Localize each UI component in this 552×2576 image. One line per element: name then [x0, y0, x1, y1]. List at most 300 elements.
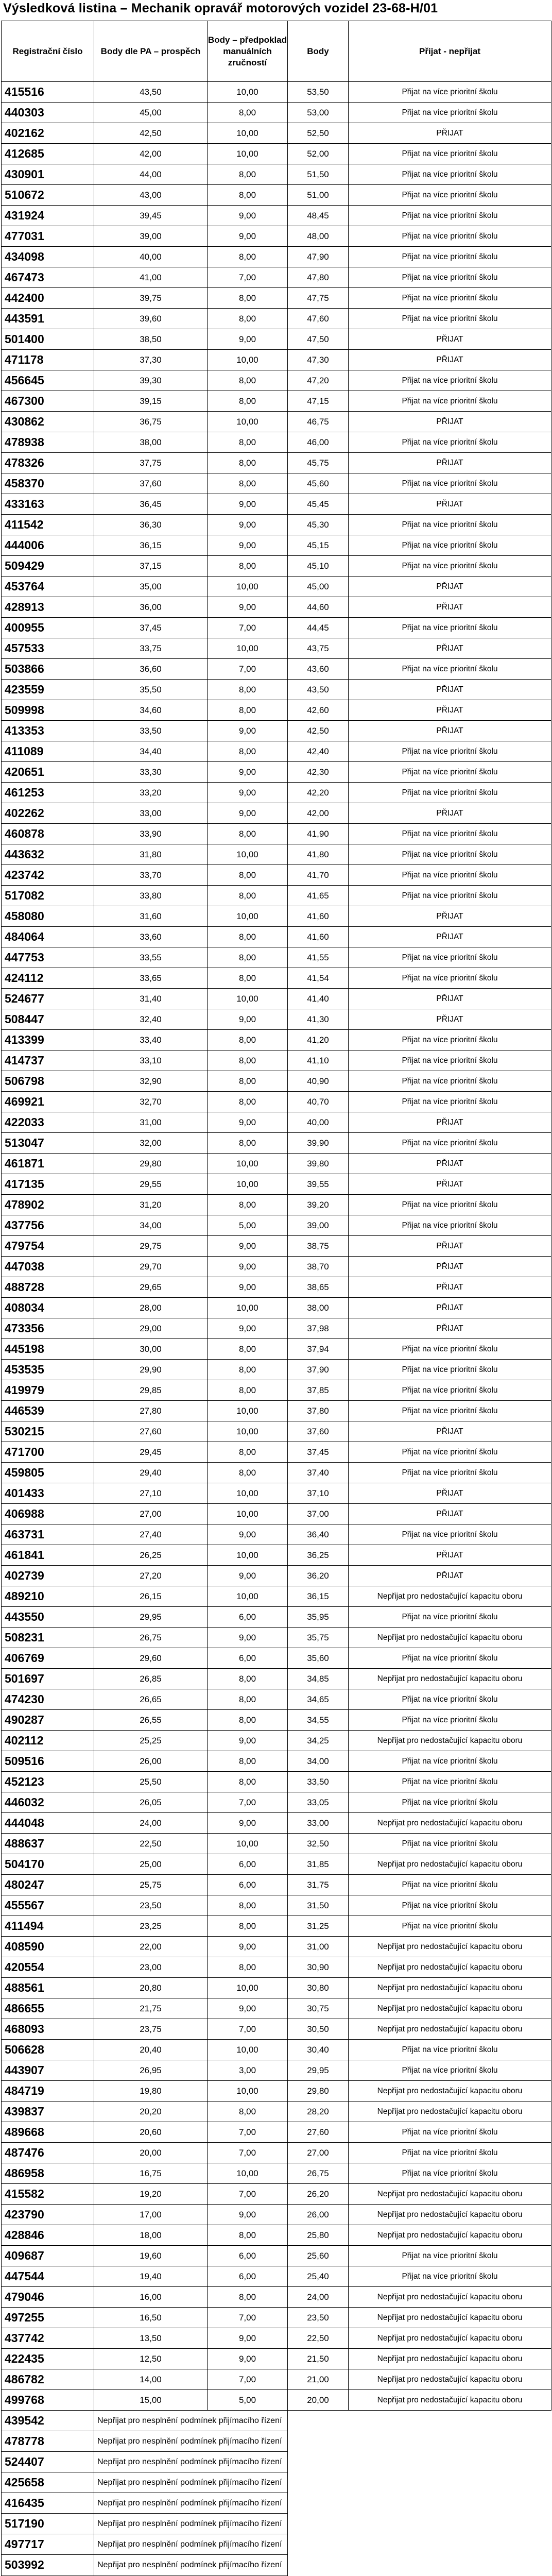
- table-row: [2, 432, 551, 453]
- admission-status: PŘIJAT: [349, 721, 551, 741]
- total-points: 41,20: [288, 1030, 349, 1050]
- registration-number: 509998: [2, 700, 94, 721]
- table-header: [2, 21, 551, 82]
- table-row: [2, 391, 551, 412]
- admission-status: PŘIJAT: [349, 350, 551, 370]
- table-row: [2, 1731, 551, 1751]
- table-row: [2, 783, 551, 803]
- table-row: [2, 1112, 551, 1133]
- pa-points: 29,55: [94, 1174, 208, 1195]
- admission-status: Přijat na více prioritní školu: [349, 2143, 551, 2163]
- registration-number: 488561: [2, 1978, 94, 1998]
- admission-status: Nepřijat pro nedostačující kapacitu oboru: [349, 1978, 551, 1998]
- pa-points: 42,00: [94, 144, 208, 164]
- registration-number: 463731: [2, 1524, 94, 1545]
- pa-points: 19,60: [94, 2246, 208, 2266]
- header-registration-number: Registrační číslo: [2, 21, 94, 82]
- pa-points: 40,00: [94, 247, 208, 267]
- manual-skills-points: 8,00: [208, 1071, 288, 1092]
- manual-skills-points: 5,00: [208, 1215, 288, 1236]
- registration-number: 480247: [2, 1875, 94, 1895]
- registration-number: 458370: [2, 473, 94, 494]
- total-points: 43,50: [288, 680, 349, 700]
- manual-skills-points: 9,00: [208, 1524, 288, 1545]
- pa-points: 26,75: [94, 1628, 208, 1648]
- registration-number: 471178: [2, 350, 94, 370]
- manual-skills-points: 10,00: [208, 989, 288, 1009]
- table-row: [2, 577, 551, 597]
- admission-status: Přijat na více prioritní školu: [349, 1050, 551, 1071]
- admission-status: Nepřijat pro nedostačující kapacitu oboru: [349, 2287, 551, 2308]
- admission-status: Přijat na více prioritní školu: [349, 1339, 551, 1360]
- admission-status: PŘIJAT: [349, 1009, 551, 1030]
- table-row: [2, 123, 551, 144]
- admission-status: Nepřijat pro nesplnění podmínek přijímacího řízení: [94, 2534, 288, 2555]
- table-row: [2, 1442, 551, 1463]
- registration-number: 446539: [2, 1401, 94, 1421]
- admission-status: Nepřijat pro nedostačující kapacitu oboru: [349, 2349, 551, 2369]
- pa-points: 29,80: [94, 1154, 208, 1174]
- registration-number: 468093: [2, 2019, 94, 2040]
- table-row: [2, 1195, 551, 1215]
- table-row: [2, 2122, 551, 2143]
- manual-skills-points: 8,00: [208, 700, 288, 721]
- registration-number: 419979: [2, 1380, 94, 1401]
- table-row: [2, 1174, 551, 1195]
- total-points: 44,45: [288, 618, 349, 638]
- table-row: [2, 1875, 551, 1895]
- table-row: [2, 968, 551, 989]
- total-points: 40,00: [288, 1112, 349, 1133]
- manual-skills-points: 9,00: [208, 515, 288, 535]
- admission-status: Přijat na více prioritní školu: [349, 1030, 551, 1050]
- total-points: 47,80: [288, 267, 349, 288]
- pa-points: 22,50: [94, 1834, 208, 1854]
- total-points: 37,85: [288, 1380, 349, 1401]
- table-row: [2, 1607, 551, 1628]
- total-points: 37,40: [288, 1463, 349, 1483]
- admission-status: Nepřijat pro nesplnění podmínek přijímacího řízení: [94, 2493, 288, 2514]
- admission-status: Přijat na více prioritní školu: [349, 288, 551, 309]
- total-points: 39,80: [288, 1154, 349, 1174]
- pa-points: 43,00: [94, 185, 208, 206]
- admission-status: PŘIJAT: [349, 494, 551, 515]
- pa-points: 36,30: [94, 515, 208, 535]
- registration-number: 437742: [2, 2328, 94, 2349]
- total-points: 53,50: [288, 82, 349, 103]
- registration-number: 460878: [2, 824, 94, 844]
- registration-number: 401433: [2, 1483, 94, 1504]
- registration-number: 486782: [2, 2369, 94, 2390]
- admission-status: Přijat na více prioritní školu: [349, 1360, 551, 1380]
- registration-number: 430862: [2, 412, 94, 432]
- header-total-points: Body: [288, 21, 349, 82]
- total-points: 45,45: [288, 494, 349, 515]
- header-admission-status: Přijat - nepřijat: [349, 21, 551, 82]
- pa-points: 33,55: [94, 947, 208, 968]
- admission-status: Přijat na více prioritní školu: [349, 618, 551, 638]
- table-row: [2, 2411, 551, 2431]
- registration-number: 406769: [2, 1648, 94, 1669]
- admission-status: PŘIJAT: [349, 597, 551, 618]
- total-points: 48,00: [288, 226, 349, 247]
- total-points: 48,45: [288, 206, 349, 226]
- total-points: 43,60: [288, 659, 349, 680]
- admission-status: Přijat na více prioritní školu: [349, 762, 551, 783]
- total-points: 24,00: [288, 2287, 349, 2308]
- admission-status: Přijat na více prioritní školu: [349, 1442, 551, 1463]
- admission-status: PŘIJAT: [349, 700, 551, 721]
- registration-number: 423790: [2, 2205, 94, 2225]
- admission-status: Přijat na více prioritní školu: [349, 1895, 551, 1916]
- registration-number: 412685: [2, 144, 94, 164]
- pa-points: 26,95: [94, 2060, 208, 2081]
- total-points: 46,00: [288, 432, 349, 453]
- table-row: [2, 1628, 551, 1648]
- total-points: 46,75: [288, 412, 349, 432]
- table-row: [2, 1895, 551, 1916]
- registration-number: 420651: [2, 762, 94, 783]
- table-row: [2, 1215, 551, 1236]
- admission-status: Přijat na více prioritní školu: [349, 556, 551, 577]
- table-row: [2, 1813, 551, 1834]
- manual-skills-points: 10,00: [208, 144, 288, 164]
- total-points: 30,75: [288, 1998, 349, 2019]
- manual-skills-points: 10,00: [208, 1174, 288, 1195]
- table-row: [2, 1133, 551, 1154]
- manual-skills-points: 9,00: [208, 1236, 288, 1257]
- pa-points: 29,85: [94, 1380, 208, 1401]
- registration-number: 474230: [2, 1689, 94, 1710]
- pa-points: 27,40: [94, 1524, 208, 1545]
- admission-status: Přijat na více prioritní školu: [349, 267, 551, 288]
- registration-number: 487476: [2, 2143, 94, 2163]
- registration-number: 400955: [2, 618, 94, 638]
- registration-number: 443632: [2, 844, 94, 865]
- pa-points: 34,00: [94, 1215, 208, 1236]
- pa-points: 38,00: [94, 432, 208, 453]
- registration-number: 461871: [2, 1154, 94, 1174]
- total-points: 51,50: [288, 164, 349, 185]
- admission-status: PŘIJAT: [349, 1277, 551, 1298]
- manual-skills-points: 8,00: [208, 741, 288, 762]
- registration-number: 440303: [2, 103, 94, 123]
- admission-status: Nepřijat pro nedostačující kapacitu oboru: [349, 1854, 551, 1875]
- total-points: 37,10: [288, 1483, 349, 1504]
- table-row: [2, 535, 551, 556]
- total-points: 34,85: [288, 1669, 349, 1689]
- total-points: 45,15: [288, 535, 349, 556]
- admission-status: Přijat na více prioritní školu: [349, 432, 551, 453]
- pa-points: 27,60: [94, 1421, 208, 1442]
- pa-points: 39,60: [94, 309, 208, 329]
- manual-skills-points: 8,00: [208, 2287, 288, 2308]
- manual-skills-points: 9,00: [208, 535, 288, 556]
- admission-status: PŘIJAT: [349, 1257, 551, 1277]
- table-row: [2, 247, 551, 267]
- manual-skills-points: 10,00: [208, 1401, 288, 1421]
- registration-number: 446032: [2, 1792, 94, 1813]
- pa-points: 29,95: [94, 1607, 208, 1628]
- admission-status: Přijat na více prioritní školu: [349, 844, 551, 865]
- total-points: 37,98: [288, 1318, 349, 1339]
- total-points: 47,90: [288, 247, 349, 267]
- registration-number: 489210: [2, 1586, 94, 1607]
- pa-points: 23,50: [94, 1895, 208, 1916]
- header-manual-skills-points: Body – předpoklad manuálních zručností: [208, 21, 288, 82]
- manual-skills-points: 8,00: [208, 824, 288, 844]
- total-points: 27,00: [288, 2143, 349, 2163]
- manual-skills-points: 8,00: [208, 1895, 288, 1916]
- admission-status: Nepřijat pro nedostačující kapacitu oboru: [349, 1813, 551, 1834]
- admission-status: Přijat na více prioritní školu: [349, 659, 551, 680]
- admission-status: Přijat na více prioritní školu: [349, 968, 551, 989]
- table-row: [2, 82, 551, 103]
- pa-points: 29,65: [94, 1277, 208, 1298]
- pa-points: 37,60: [94, 473, 208, 494]
- pa-points: 31,00: [94, 1112, 208, 1133]
- total-points: 45,60: [288, 473, 349, 494]
- total-points: 45,10: [288, 556, 349, 577]
- total-points: 41,54: [288, 968, 349, 989]
- registration-number: 406988: [2, 1504, 94, 1524]
- registration-number: 402262: [2, 803, 94, 824]
- total-points: 35,60: [288, 1648, 349, 1669]
- pa-points: 27,20: [94, 1566, 208, 1586]
- manual-skills-points: 10,00: [208, 2081, 288, 2102]
- manual-skills-points: 7,00: [208, 2143, 288, 2163]
- total-points: 37,80: [288, 1401, 349, 1421]
- manual-skills-points: 9,00: [208, 2328, 288, 2349]
- table-row: [2, 844, 551, 865]
- total-points: 22,50: [288, 2328, 349, 2349]
- admission-status: Přijat na více prioritní školu: [349, 1875, 551, 1895]
- manual-skills-points: 7,00: [208, 1792, 288, 1813]
- pa-points: 32,40: [94, 1009, 208, 1030]
- admission-status: Nepřijat pro nedostačující kapacitu oboru: [349, 2390, 551, 2411]
- registration-number: 452123: [2, 1772, 94, 1792]
- total-points: 31,75: [288, 1875, 349, 1895]
- table-row: [2, 1689, 551, 1710]
- manual-skills-points: 9,00: [208, 1628, 288, 1648]
- table-row: [2, 1937, 551, 1957]
- pa-points: 39,00: [94, 226, 208, 247]
- manual-skills-points: 9,00: [208, 762, 288, 783]
- admission-status: Přijat na více prioritní školu: [349, 1751, 551, 1772]
- registration-number: 467300: [2, 391, 94, 412]
- pa-points: 33,10: [94, 1050, 208, 1071]
- registration-number: 478902: [2, 1195, 94, 1215]
- manual-skills-points: 7,00: [208, 659, 288, 680]
- registration-number: 461841: [2, 1545, 94, 1566]
- total-points: 47,75: [288, 288, 349, 309]
- table-row: [2, 2369, 551, 2390]
- admission-status: Přijat na více prioritní školu: [349, 1215, 551, 1236]
- table-row: [2, 1009, 551, 1030]
- manual-skills-points: 9,00: [208, 2205, 288, 2225]
- admission-status: Přijat na více prioritní školu: [349, 1380, 551, 1401]
- pa-points: 29,60: [94, 1648, 208, 1669]
- pa-points: 26,15: [94, 1586, 208, 1607]
- pa-points: 25,75: [94, 1875, 208, 1895]
- table-row: [2, 2205, 551, 2225]
- registration-number: 510672: [2, 185, 94, 206]
- registration-number: 478938: [2, 432, 94, 453]
- pa-points: 16,00: [94, 2287, 208, 2308]
- admission-status: Přijat na více prioritní školu: [349, 206, 551, 226]
- total-points: 41,65: [288, 886, 349, 906]
- registration-number: 442400: [2, 288, 94, 309]
- manual-skills-points: 8,00: [208, 391, 288, 412]
- total-points: 31,25: [288, 1916, 349, 1937]
- table-row: [2, 803, 551, 824]
- registration-number: 506628: [2, 2040, 94, 2060]
- pa-points: 37,30: [94, 350, 208, 370]
- total-points: 34,25: [288, 1731, 349, 1751]
- admission-status: PŘIJAT: [349, 1545, 551, 1566]
- pa-points: 37,75: [94, 453, 208, 473]
- pa-points: 27,10: [94, 1483, 208, 1504]
- manual-skills-points: 8,00: [208, 968, 288, 989]
- registration-number: 459805: [2, 1463, 94, 1483]
- admission-status: PŘIJAT: [349, 1318, 551, 1339]
- table-row: [2, 618, 551, 638]
- pa-points: 37,15: [94, 556, 208, 577]
- admission-status: Nepřijat pro nedostačující kapacitu oboru: [349, 1669, 551, 1689]
- manual-skills-points: 9,00: [208, 1277, 288, 1298]
- table-row: [2, 906, 551, 927]
- table-row: [2, 824, 551, 844]
- admission-status: Přijat na více prioritní školu: [349, 1092, 551, 1112]
- registration-number: 501697: [2, 1669, 94, 1689]
- total-points: 36,25: [288, 1545, 349, 1566]
- total-points: 20,00: [288, 2390, 349, 2411]
- total-points: 33,05: [288, 1792, 349, 1813]
- total-points: 53,00: [288, 103, 349, 123]
- admission-status: PŘIJAT: [349, 638, 551, 659]
- registration-number: 428913: [2, 597, 94, 618]
- registration-number: 503866: [2, 659, 94, 680]
- admission-status: PŘIJAT: [349, 803, 551, 824]
- registration-number: 517082: [2, 886, 94, 906]
- table-row: [2, 2431, 551, 2452]
- manual-skills-points: 10,00: [208, 350, 288, 370]
- table-row: [2, 1277, 551, 1298]
- registration-number: 497255: [2, 2308, 94, 2328]
- table-row: [2, 1401, 551, 1421]
- pa-points: 41,00: [94, 267, 208, 288]
- total-points: 41,80: [288, 844, 349, 865]
- registration-number: 484064: [2, 927, 94, 947]
- manual-skills-points: 9,00: [208, 1813, 288, 1834]
- registration-number: 433163: [2, 494, 94, 515]
- pa-points: 32,90: [94, 1071, 208, 1092]
- table-row: [2, 1710, 551, 1731]
- registration-number: 453535: [2, 1360, 94, 1380]
- total-points: 27,60: [288, 2122, 349, 2143]
- total-points: 38,65: [288, 1277, 349, 1298]
- total-points: 34,65: [288, 1689, 349, 1710]
- manual-skills-points: 8,00: [208, 2225, 288, 2246]
- pa-points: 20,40: [94, 2040, 208, 2060]
- table-row: [2, 1421, 551, 1442]
- manual-skills-points: 7,00: [208, 267, 288, 288]
- total-points: 40,90: [288, 1071, 349, 1092]
- registration-number: 428846: [2, 2225, 94, 2246]
- admission-status: PŘIJAT: [349, 1174, 551, 1195]
- pa-points: 44,00: [94, 164, 208, 185]
- manual-skills-points: 10,00: [208, 1421, 288, 1442]
- manual-skills-points: 8,00: [208, 1050, 288, 1071]
- table-row: [2, 1566, 551, 1586]
- manual-skills-points: 9,00: [208, 329, 288, 350]
- manual-skills-points: 9,00: [208, 2349, 288, 2369]
- admission-status: Přijat na více prioritní školu: [349, 515, 551, 535]
- total-points: 31,00: [288, 1937, 349, 1957]
- registration-number: 447544: [2, 2266, 94, 2287]
- admission-status: PŘIJAT: [349, 1154, 551, 1174]
- registration-number: 486655: [2, 1998, 94, 2019]
- total-points: 26,75: [288, 2163, 349, 2184]
- registration-number: 508447: [2, 1009, 94, 1030]
- table-row: [2, 1030, 551, 1050]
- total-points: 42,40: [288, 741, 349, 762]
- admission-status: Přijat na více prioritní školu: [349, 1463, 551, 1483]
- manual-skills-points: 8,00: [208, 473, 288, 494]
- manual-skills-points: 6,00: [208, 1648, 288, 1669]
- pa-points: 29,70: [94, 1257, 208, 1277]
- total-points: 43,75: [288, 638, 349, 659]
- total-points: 30,80: [288, 1978, 349, 1998]
- total-points: 35,95: [288, 1607, 349, 1628]
- total-points: 45,30: [288, 515, 349, 535]
- registration-number: 415516: [2, 82, 94, 103]
- registration-number: 469921: [2, 1092, 94, 1112]
- total-points: 52,50: [288, 123, 349, 144]
- admission-status: Přijat na více prioritní školu: [349, 886, 551, 906]
- table-row: [2, 1545, 551, 1566]
- table-row: [2, 1751, 551, 1772]
- total-points: 28,20: [288, 2102, 349, 2122]
- manual-skills-points: 6,00: [208, 1854, 288, 1875]
- manual-skills-points: 7,00: [208, 2369, 288, 2390]
- registration-number: 486958: [2, 2163, 94, 2184]
- table-row: [2, 2308, 551, 2328]
- manual-skills-points: 10,00: [208, 906, 288, 927]
- registration-number: 530215: [2, 1421, 94, 1442]
- manual-skills-points: 10,00: [208, 638, 288, 659]
- pa-points: 30,00: [94, 1339, 208, 1360]
- pa-points: 27,00: [94, 1504, 208, 1524]
- admission-status: Přijat na více prioritní školu: [349, 2060, 551, 2081]
- admission-status: Přijat na více prioritní školu: [349, 309, 551, 329]
- registration-number: 524677: [2, 989, 94, 1009]
- manual-skills-points: 8,00: [208, 370, 288, 391]
- table-row: [2, 886, 551, 906]
- admission-status: Přijat na více prioritní školu: [349, 535, 551, 556]
- pa-points: 13,50: [94, 2328, 208, 2349]
- manual-skills-points: 10,00: [208, 2040, 288, 2060]
- total-points: 38,70: [288, 1257, 349, 1277]
- table-row: [2, 2287, 551, 2308]
- pa-points: 26,65: [94, 1689, 208, 1710]
- registration-number: 402739: [2, 1566, 94, 1586]
- table-row: [2, 1978, 551, 1998]
- pa-points: 22,00: [94, 1937, 208, 1957]
- table-row: [2, 2328, 551, 2349]
- admission-status: Přijat na více prioritní školu: [349, 103, 551, 123]
- admission-status: Přijat na více prioritní školu: [349, 226, 551, 247]
